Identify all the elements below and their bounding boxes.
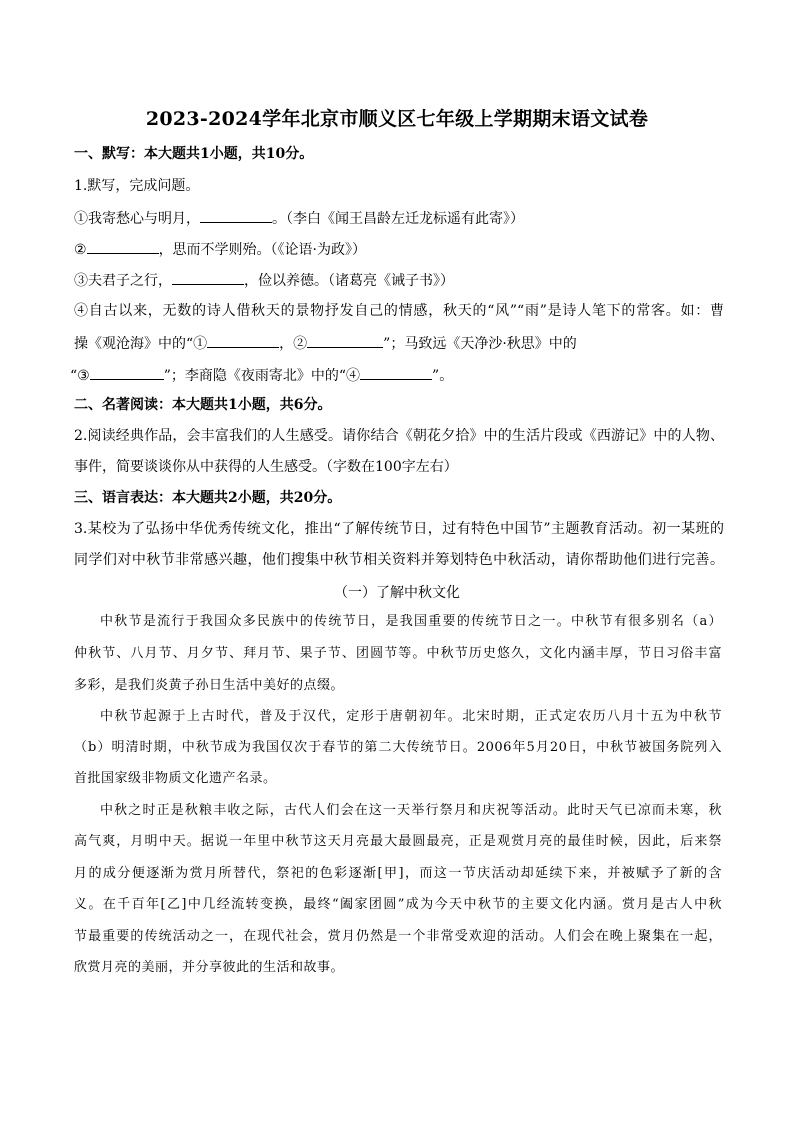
q3-line-2: 同学们对中秋节非常感兴趣，他们搜集中秋节相关资料并筹划特色中秋活动，请你帮助他们进行完善。 bbox=[74, 552, 724, 568]
q1-item-4-line-2 bbox=[74, 332, 724, 354]
q2-line-1: 2.阅读经典作品，会丰富我们的人生感受。请你结合《朝花夕拾》中的生活片段或《西游记》中的人物、 bbox=[74, 428, 724, 444]
q1-item-4-part-e: ”；李商隐《夜雨寄北》中的“④ bbox=[163, 368, 361, 384]
passage-line: 节最重要的传统活动之一，在现代社会，赏月仍然是一个非常受欢迎的活动。人们会在晚上聚集在一起， bbox=[74, 929, 722, 944]
answer-blank[interactable] bbox=[172, 269, 244, 285]
passage-line: 月的成分便逐渐为赏月所替代，祭祀的色彩逐渐[甲]，而这一节庆活动却延续下来，并被赋予了新的含 bbox=[74, 866, 722, 881]
q1-item-3-after: ，俭以养德。（诸葛亮《诫子书》） bbox=[244, 273, 454, 289]
answer-blank[interactable] bbox=[200, 207, 272, 223]
section-2-heading: 二、名著阅读：本大题共1小题，共6分。 bbox=[74, 397, 332, 413]
q1-item-1-before: ①我寄愁心与明月， bbox=[74, 211, 200, 227]
passage-line: 多彩，是我们炎黄子孙日生活中美好的点缀。 bbox=[74, 678, 345, 693]
section-1-heading: 一、默写：本大题共1小题，共10分。 bbox=[74, 146, 314, 162]
q1-item-4-part-b: ，② bbox=[279, 336, 308, 352]
passage-line: 高气爽，月明中天。据说一年里中秋节这天月亮最大最圆最亮，正是观赏月亮的最佳时候，因此，后来祭 bbox=[74, 834, 722, 849]
answer-blank[interactable] bbox=[307, 332, 383, 348]
answer-blank[interactable] bbox=[90, 364, 164, 380]
q1-item-4-part-a: 操《观沧海》中的“① bbox=[74, 336, 208, 352]
q1-item-3-before: ③夫君子之行， bbox=[74, 273, 172, 289]
q3-line-1: 3.某校为了弘扬中华优秀传统文化，推出“了解传统节日，过有特色中国节”主题教育活动。初一某班的 bbox=[74, 521, 724, 537]
answer-blank[interactable] bbox=[207, 332, 279, 348]
q1-item-2-after: ，思而不学则殆。（《论语·为政》） bbox=[158, 242, 367, 258]
q1-item-1 bbox=[74, 207, 724, 229]
q2-line-2: 事件，简要谈谈你从中获得的人生感受。（字数在100字左右） bbox=[74, 459, 458, 475]
passage-line: （b）明清时期，中秋节成为我国仅次于春节的第二大传统节日。2006年5月20日，中秋节被国务院列入 bbox=[74, 740, 722, 755]
q1-item-1-after: 。（李白《闻王昌龄左迁龙标遥有此寄》） bbox=[272, 211, 524, 227]
passage-line: 义。在千百年[乙]中几经流转变换，最终“阖家团圆”成为今天中秋节的主要文化内涵。赏月是古人中秋 bbox=[74, 897, 722, 912]
passage-line: 欣赏月亮的美丽，并分享彼此的生活和故事。 bbox=[74, 960, 345, 975]
passage-line: 中秋之时正是秋粮丰收之际，古代人们会在这一天举行祭月和庆祝等活动。此时天气已凉而未寒，秋 bbox=[100, 803, 722, 818]
q1-item-4-line-3 bbox=[70, 364, 720, 386]
passage-line: 中秋节是流行于我国众多民族中的传统节日，是我国重要的传统节日之一。中秋节有很多别名（a） bbox=[100, 614, 722, 629]
exam-title: 2023-2024学年北京市顺义区七年级上学期期末语文试卷 bbox=[145, 108, 649, 130]
q1-stem: 1.默写，完成问题。 bbox=[74, 178, 200, 194]
q1-item-2-before: ② bbox=[74, 242, 87, 258]
q1-item-4-part-f: ”。 bbox=[432, 368, 454, 384]
q3-subheading: （一）了解中秋文化 bbox=[334, 585, 460, 601]
passage-line: 首批国家级非物质文化遗产名录。 bbox=[74, 771, 277, 786]
q1-item-4-part-d: “③ bbox=[70, 368, 90, 384]
passage-line: 中秋节起源于上古时代，普及于汉代，定形于唐朝初年。北宋时期，正式定农历八月十五为中秋节 bbox=[100, 709, 722, 724]
q1-item-3 bbox=[74, 269, 724, 291]
passage-line: 仲秋节、八月节、月夕节、拜月节、果子节、团圆节等。中秋节历史悠久，文化内涵丰厚，节日习俗丰富 bbox=[74, 646, 722, 661]
q1-item-2 bbox=[74, 238, 724, 260]
answer-blank[interactable] bbox=[87, 238, 159, 254]
answer-blank[interactable] bbox=[360, 364, 432, 380]
q1-item-4-part-c: ”；马致远《天净沙·秋思》中的 bbox=[383, 336, 577, 352]
section-3-heading: 三、语言表达：本大题共2小题，共20分。 bbox=[74, 490, 342, 506]
q1-item-4-line-1: ④自古以来，无数的诗人借秋天的景物抒发自己的情感，秋天的“风”“雨”是诗人笔下的常客。如：曹 bbox=[74, 303, 724, 319]
